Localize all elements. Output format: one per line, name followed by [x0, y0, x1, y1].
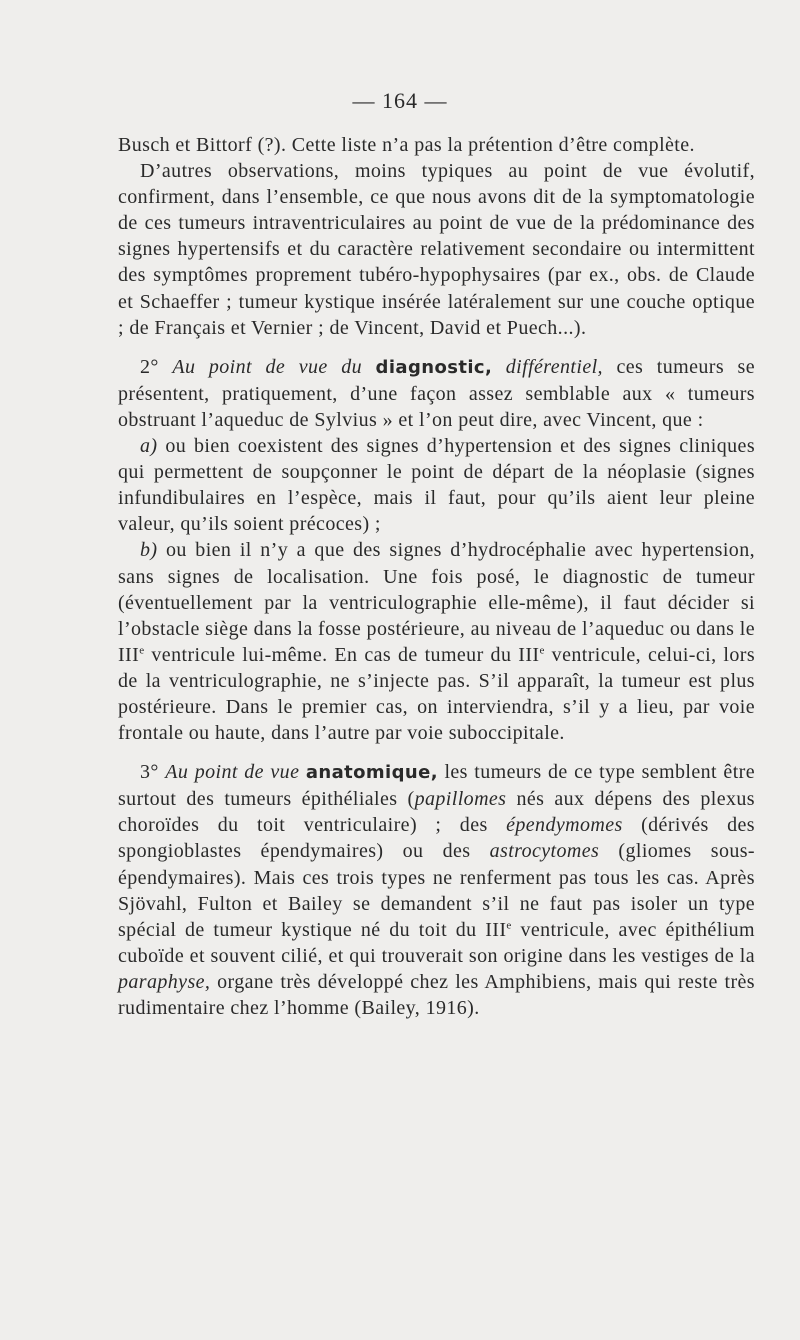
paragraph-text: organe très développé chez les Amphibiens, mais qui reste très rudimentaire chez l’homme (Bailey, 1916). — [118, 970, 755, 1019]
paragraph-text: (dérivés des spongioblastes épendymaires) ou des — [118, 814, 755, 863]
italic-phrase: différentiel, — [505, 355, 603, 378]
paragraph-text: ou bien il n’y a que des signes d’hydrocéphalie avec hypertension, sans signes de localisation. Une fois posé, le diagnostic de tumeur (éventuellement par la ventriculographie elle-même), il faut décider si l’obstacle siège dans la fosse postérieure, au niveau de l’aqueduc ou dans le III — [118, 539, 755, 666]
italic-term: astrocytomes — [489, 840, 600, 863]
italic-term: paraphyse, — [118, 970, 211, 993]
italic-phrase: Au point de vue — [165, 761, 300, 784]
superscript: e — [139, 644, 145, 657]
bold-keyword: anatomique, — [305, 762, 438, 784]
list-label: a) — [140, 435, 158, 458]
paragraph-text: ou bien coexistent des signes d’hypertension et des signes cliniques qui permettent de soupçonner le point de départ de la néoplasie (signes infundibulaires en l’espèce, mais il faut, pour qu’ils aient leur pleine valeur, qu’ils soient précoces) ; — [118, 435, 755, 536]
page-body — [118, 132, 755, 1021]
paragraph-2: D’autres observations, moins typiques au point de vue évolutif, confirment, dans l’ensemble, ce que nous avons dit de la symptomatologie de ces tumeurs intraventriculaires au point de vue de la prédominance des signes hypertensifs et du caractère relativement secondaire ou intermittent des symptômes proprement tubéro-hypophysaires (par ex., obs. de Claude et Schaeffer ; tumeur kystique insérée latéralement sur une couche optique ; de Français et Vernier ; de Vincent, David et Puech...). — [118, 160, 755, 339]
page-number: — 164 — — [352, 88, 448, 113]
paragraph-text: (gliomes sous-épendymaires). Mais ces trois types ne renferment pas tous les cas. Après Sjövahl, Fulton et Bailey se demandent s’il ne faut pas isoler un type spécial de tumeur kystique né du toit du III — [118, 840, 755, 941]
italic-phrase: Au point de vue du — [172, 355, 363, 378]
superscript: e — [506, 919, 512, 932]
superscript: e — [539, 644, 545, 657]
paragraph-b — [118, 537, 755, 746]
paragraph-text: ventricule, avec épithélium cuboïde et souvent cilié, et qui trouverait son origine dans les vestiges de la — [118, 918, 755, 967]
paragraph-diagnostic — [118, 354, 755, 433]
paragraph-anatomique — [118, 759, 755, 1021]
section-number: 3° — [140, 761, 159, 784]
paragraph-1: Busch et Bittorf (?). Cette liste n’a pas la prétention d’être complète. — [118, 134, 695, 156]
paragraph-text: nés aux dépens des plexus choroïdes du toit ventriculaire) ; des — [118, 788, 755, 837]
paragraph-text: ces tumeurs se présentent, pratiquement, d’une façon assez semblable aux « tumeurs obstruant l’aqueduc de Sylvius » et l’on peut dire, avec Vincent, que : — [118, 355, 755, 431]
list-label: b) — [140, 539, 158, 562]
italic-term: papillomes — [414, 788, 507, 811]
italic-term: épendymomes — [506, 814, 623, 837]
paragraph-text: les tumeurs de ce type semblent être surtout des tumeurs épithéliales ( — [118, 761, 756, 811]
section-number: 2° — [140, 355, 159, 378]
paragraph-a — [118, 433, 755, 537]
bold-keyword: diagnostic, — [375, 356, 493, 378]
paragraph-text: ventricule, celui-ci, lors de la ventriculographie, ne s’injecte pas. S’il apparaît, la tumeur est plus postérieure. Dans le premier cas, on interviendra, s’il y a lieu, par voie frontale ou haute, dans l’autre par voie suboccipitale. — [118, 643, 756, 745]
paragraph-text: ventricule lui-même. En cas de tumeur du III — [151, 643, 540, 666]
